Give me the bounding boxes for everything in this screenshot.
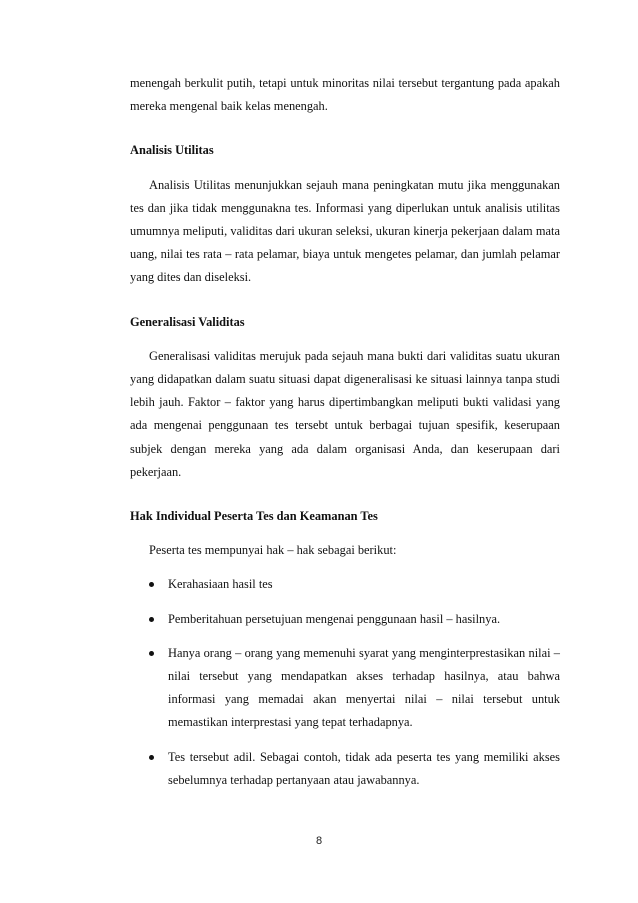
list-item-text: Tes tersebut adil. Sebagai contoh, tidak ada peserta tes yang memiliki akses sebelumnya terhadap pertanyaan atau jawabannya. xyxy=(168,749,560,787)
document-page xyxy=(130,72,560,803)
list-item xyxy=(130,746,560,792)
section-generalisasi-validitas xyxy=(130,300,560,484)
section-hak-individual xyxy=(130,494,560,792)
list-item xyxy=(130,573,560,596)
list-item-text: Kerahasiaan hasil tes xyxy=(168,577,273,592)
section-heading: Hak Individual Peserta Tes dan Keamanan Tes xyxy=(130,509,378,524)
list-item-text: Pemberitahuan persetujuan mengenai penggunaan hasil – hasilnya. xyxy=(168,611,501,626)
section-heading: Analisis Utilitas xyxy=(130,143,214,158)
list-item xyxy=(130,608,560,631)
list-item xyxy=(130,642,560,735)
bullet-icon xyxy=(149,582,154,587)
bullet-icon xyxy=(149,755,154,760)
bullet-list xyxy=(130,573,560,792)
bullet-icon xyxy=(149,617,154,622)
bullet-icon xyxy=(149,651,154,656)
section-body: Analisis Utilitas menunjukkan sejauh mana peningkatan mutu jika menggunakan tes dan jika tidak menggunakna tes. Informasi yang diperlukan untuk analisis utilitas umumnya meliputi, validitas dari ukuran seleksi, ukuran kinerja pekerjaan dalam mata uang, nilai tes rata – rata pelamar, biaya untuk mengetes pelamar, dan jumlah pelamar yang dites dan diseleksi. xyxy=(130,177,560,285)
spacer xyxy=(130,118,560,128)
section-heading: Generalisasi Validitas xyxy=(130,314,245,329)
section-analisis-utilitas xyxy=(130,128,560,289)
spacer xyxy=(130,290,560,300)
list-item-text: Hanya orang – orang yang memenuhi syarat yang menginterprestasikan nilai – nilai tersebut yang mendapatkan akses terhadap hasilnya, atau bahwa informasi yang memadai akan menyertai nilai – nilai tersebut untuk memastikan interprestasi yang tepat terhadapnya. xyxy=(168,645,560,730)
page-number: 8 xyxy=(315,835,323,847)
intro-paragraph: menengah berkulit putih, tetapi untuk minoritas nilai tersebut tergantung pada apakah mereka mengenal baik kelas menengah. xyxy=(130,76,560,114)
section-lead: Peserta tes mempunyai hak – hak sebagai berikut: xyxy=(149,543,397,558)
spacer xyxy=(130,484,560,494)
section-body: Generalisasi validitas merujuk pada sejauh mana bukti dari validitas suatu ukuran yang didapatkan dalam suatu situasi dapat digeneralisasi ke situasi lainnya tanpa studi lebih jauh. Faktor – faktor yang harus dipertimbangkan meliputi bukti validasi yang ada mengenai penggunaan tes tersebt untuk berbagai tujuan spesifik, keserupaan subjek dengan mereka yang ada dalam organisasi Anda, dan keserupaan dari pekerjaan. xyxy=(130,348,560,479)
